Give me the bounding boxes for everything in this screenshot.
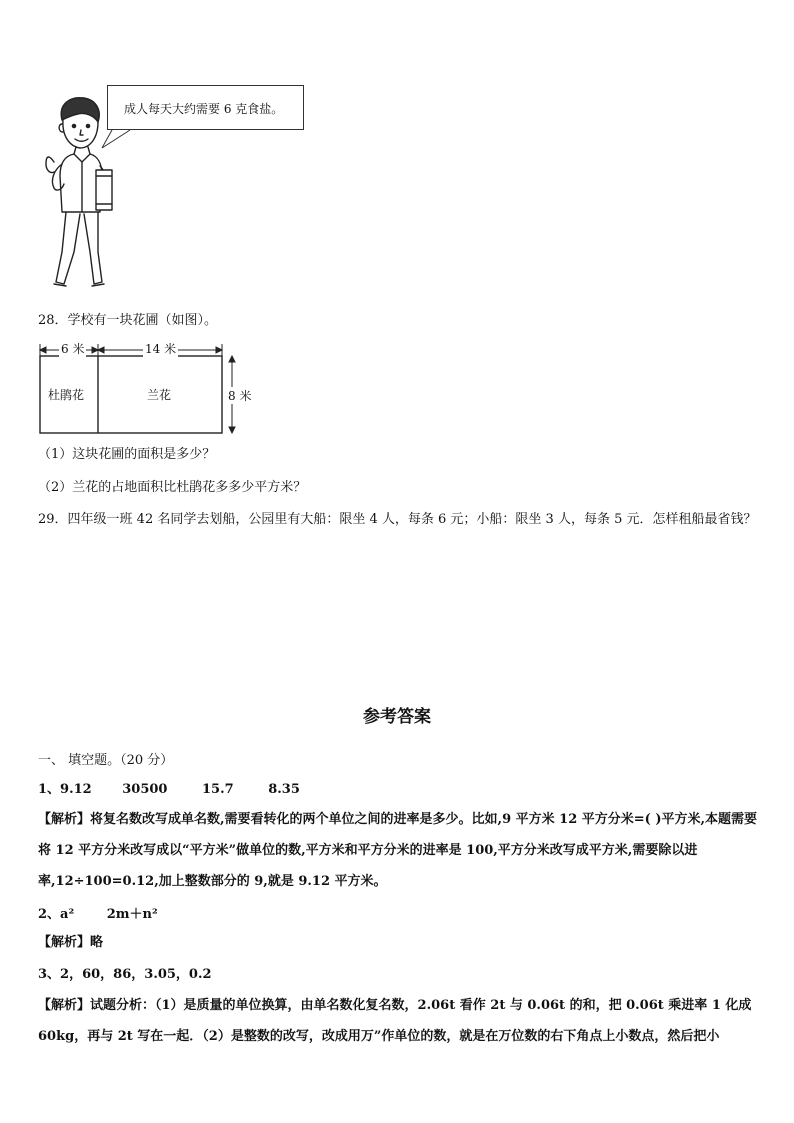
garden-region-left: 杜鹃花 [48, 388, 85, 402]
explanation-2-text: 略 [90, 935, 104, 950]
explanation-3-tag: 【解析】 [38, 998, 91, 1013]
answer-2-v1: 2、a² [38, 907, 75, 922]
section1-heading: 一、 填空题。（20 分） [38, 753, 174, 768]
explanation-1-tag: 【解析】 [38, 812, 91, 827]
explanation-3-text: 试题分析：（1）是质量的单位换算，由单名数化复名数，2.06t 看作 2t 与 0.06t 的和，把 0.06t 乘进率 1 化成 60kg，再与 2t 写在一起．（2）是整数的改写，改成用万”作单位的数，就是在万位数的右下角点上小数点，然后把小 [38, 998, 752, 1044]
answer-1-v1: 1、9.12 [38, 782, 92, 797]
explanation-1-text: 将复名数改写成单名数,需要看转化的两个单位之间的进率是多少。比如,9 平方米 12 平方分米=( )平方米,本题需要将 12 平方分米改写成以“平方米”做单位的数,平方米和平方分米的进率是 100,平方分米改写成平方米,需要除以进率,12÷100=0.12,加上整数部分的 9,就是 9.12 平方米。 [38, 812, 758, 889]
answer-1-v3: 15.7 [202, 782, 234, 797]
explanation-2 [38, 934, 103, 952]
answer-3-row: 3、2，60，86，3.05，0.2 [38, 967, 212, 982]
q28-stem: 28．学校有一块花圃（如图）。 [38, 313, 218, 328]
speech-bubble [107, 85, 304, 130]
speech-bubble-text: 成人每天大约需要 6 克食盐。 [124, 102, 284, 116]
answer-1-v4: 8.35 [268, 782, 300, 797]
explanation-1 [38, 804, 762, 897]
explanation-3 [38, 990, 762, 1052]
garden-dim-top: 14 米 [145, 342, 177, 356]
garden-region-right: 兰花 [147, 388, 172, 402]
q29-text: 29．四年级一班 42 名同学去划船，公园里有大船：限坐 4 人，每条 6 元；小船：限坐 3 人，每条 5 元．怎样租船最省钱？ [38, 512, 757, 527]
garden-dim-right: 8 米 [228, 389, 252, 403]
answer-2-v2: 2m＋n² [106, 907, 158, 922]
q28-sub1: （1）这块花圃的面积是多少？ [38, 447, 216, 462]
answers-title: 参考答案 [363, 707, 431, 727]
q28-sub2: （2）兰花的占地面积比杜鹃花多多少平方米？ [38, 480, 307, 495]
answer-1-row [38, 781, 300, 799]
explanation-2-tag: 【解析】 [38, 935, 91, 950]
answer-1-v2: 30500 [122, 782, 168, 797]
answer-2-row [38, 906, 158, 924]
garden-dim-left: 6 米 [61, 342, 85, 356]
